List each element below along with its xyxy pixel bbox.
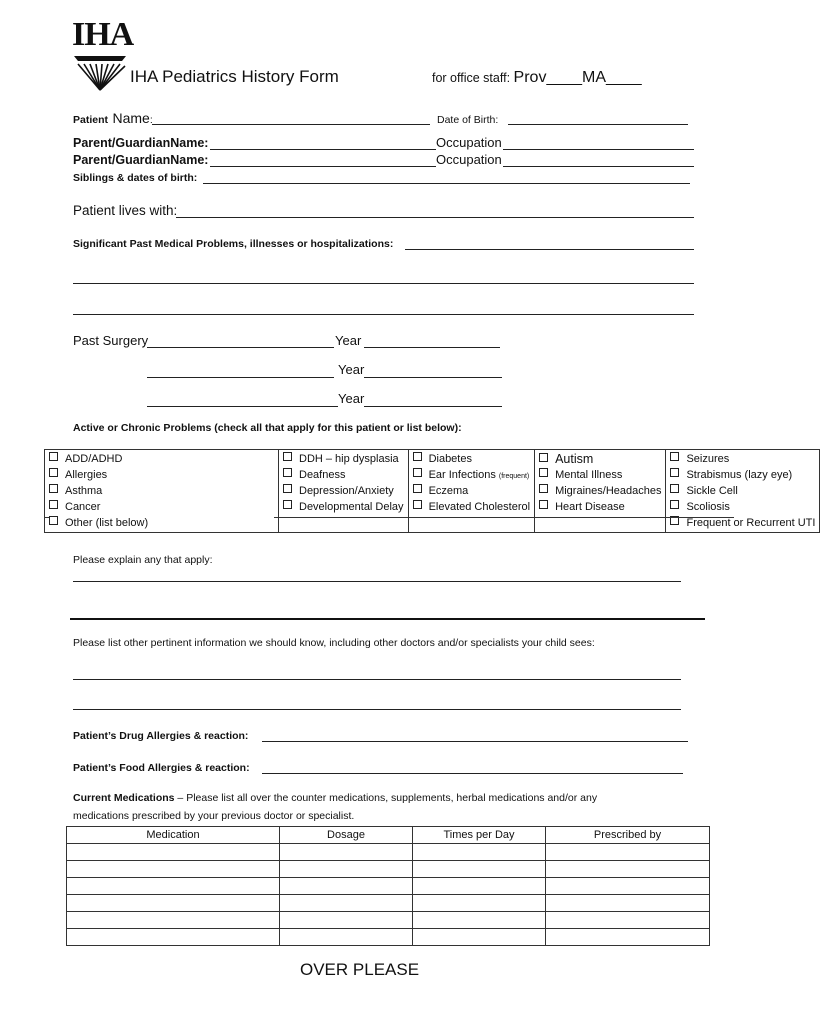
meds-title-bold: Current Medications — [73, 792, 175, 804]
checkbox-icon — [49, 468, 58, 477]
office-staff-label — [432, 69, 642, 87]
col-medication: Medication — [67, 827, 280, 844]
conditions-col-5 — [666, 450, 820, 533]
other-info-line-1[interactable] — [73, 679, 681, 680]
condition-diabetes[interactable]: Diabetes — [413, 451, 531, 467]
sunburst-icon — [70, 52, 130, 92]
past-medical-field[interactable] — [405, 249, 694, 250]
table-row — [67, 844, 710, 861]
checkbox-icon — [283, 500, 292, 509]
office-staff-fields: Prov____MA____ — [513, 69, 642, 86]
condition-add-adhd[interactable]: ADD/ADHD — [49, 451, 274, 467]
checkbox-icon — [670, 500, 679, 509]
checkbox-icon — [539, 500, 548, 509]
patient-name-field[interactable] — [152, 124, 430, 125]
active-problems-label: Active or Chronic Problems (check all that apply for this patient or list below): — [73, 422, 462, 434]
checkbox-icon — [283, 484, 292, 493]
dob-label: Date of Birth: — [437, 114, 499, 126]
siblings-field[interactable] — [203, 183, 690, 184]
checkbox-icon — [539, 484, 548, 493]
conditions-col-4 — [535, 450, 666, 533]
condition-strabismus[interactable]: Strabismus (lazy eye) — [670, 467, 815, 483]
condition-asthma[interactable]: Asthma — [49, 483, 274, 499]
over-please: OVER PLEASE — [300, 960, 420, 979]
surgery-2-year-field[interactable] — [364, 377, 502, 378]
lives-with-field[interactable] — [176, 217, 694, 218]
checkbox-icon — [539, 468, 548, 477]
surgery-3-year-field[interactable] — [364, 406, 502, 407]
drug-allergies-label: Patient’s Drug Allergies & reaction: — [73, 730, 249, 742]
food-allergies-field[interactable] — [262, 773, 683, 774]
checkbox-icon — [49, 500, 58, 509]
condition-cancer[interactable]: Cancer — [49, 499, 274, 515]
patient-name-label — [73, 110, 153, 128]
conditions-table — [44, 449, 820, 533]
col-times-per-day: Times per Day — [413, 827, 546, 844]
surgery-1-field[interactable] — [147, 347, 334, 348]
condition-scoliosis[interactable]: Scoliosis — [670, 499, 815, 515]
condition-depression[interactable]: Depression/Anxiety — [283, 483, 404, 499]
condition-eczema[interactable]: Eczema — [413, 483, 531, 499]
checkbox-icon — [670, 484, 679, 493]
checkbox-icon — [670, 452, 679, 461]
past-medical-label: Significant Past Medical Problems, illnesses or hospitalizations: — [73, 238, 394, 250]
checkbox-icon — [49, 452, 58, 461]
past-medical-line-2[interactable] — [73, 283, 694, 284]
medications-header-row — [67, 827, 710, 844]
checkbox-icon — [413, 468, 422, 477]
conditions-col-1 — [45, 450, 279, 533]
conditions-col-3 — [408, 450, 535, 533]
food-allergies-label: Patient’s Food Allergies & reaction: — [73, 762, 250, 774]
meds-title — [73, 792, 597, 804]
condition-migraines[interactable]: Migraines/Headaches — [539, 483, 661, 499]
checkbox-icon — [539, 453, 548, 462]
explain-label: Please explain any that apply: — [73, 554, 213, 566]
checkbox-icon — [413, 484, 422, 493]
past-surgery-label: Past Surgery — [73, 333, 149, 348]
other-info-label: Please list other pertinent information we should know, including other doctors and/or specialists your child sees: — [73, 637, 595, 649]
surgery-3-year-label: Year — [338, 391, 365, 406]
guardian2-field[interactable] — [210, 166, 436, 167]
table-row — [67, 878, 710, 895]
condition-seizures[interactable]: Seizures — [670, 451, 815, 467]
occupation2-field[interactable] — [503, 166, 694, 167]
surgery-1-year-label: Year — [335, 333, 362, 348]
surgery-2-year-label: Year — [338, 362, 365, 377]
guardian2-label: Parent/GuardianName: — [73, 153, 209, 167]
patient-name-prefix: Patient — [73, 114, 109, 126]
iha-logo — [70, 16, 134, 88]
checkbox-icon — [670, 468, 679, 477]
condition-mental-illness[interactable]: Mental Illness — [539, 467, 661, 483]
explain-thick-line[interactable] — [70, 618, 705, 620]
explain-line-1[interactable] — [73, 581, 681, 582]
frequent-note: (frequent) — [498, 473, 530, 480]
condition-ear-infections[interactable]: Ear Infections (frequent) — [413, 467, 531, 483]
drug-allergies-field[interactable] — [262, 741, 688, 742]
condition-allergies[interactable]: Allergies — [49, 467, 274, 483]
condition-autism[interactable]: Autism — [539, 451, 661, 467]
occupation1-label: Occupation — [436, 135, 502, 150]
occupation2-label: Occupation — [436, 152, 502, 167]
condition-uti[interactable]: Frequent or Recurrent UTI — [670, 515, 815, 531]
surgery-1-year-field[interactable] — [364, 347, 500, 348]
condition-developmental-delay[interactable]: Developmental Delay — [283, 499, 404, 515]
logo-text: IHA — [72, 16, 134, 53]
checkbox-icon — [49, 484, 58, 493]
patient-name-colon: : — [149, 114, 153, 126]
surgery-3-field[interactable] — [147, 406, 338, 407]
condition-ddh[interactable]: DDH – hip dysplasia — [283, 451, 404, 467]
checkbox-icon — [413, 500, 422, 509]
condition-heart-disease[interactable]: Heart Disease — [539, 499, 661, 515]
condition-deafness[interactable]: Deafness — [283, 467, 404, 483]
siblings-label: Siblings & dates of birth: — [73, 172, 198, 184]
table-row — [67, 929, 710, 946]
meds-title-line-2: medications prescribed by your previous doctor or specialist. — [73, 810, 355, 822]
condition-sickle-cell[interactable]: Sickle Cell — [670, 483, 815, 499]
guardian1-label: Parent/GuardianName: — [73, 136, 209, 150]
col-prescribed-by: Prescribed by — [546, 827, 710, 844]
condition-other[interactable]: Other (list below) — [49, 515, 274, 531]
checkbox-icon — [413, 452, 422, 461]
medications-table — [66, 826, 710, 946]
checkbox-icon — [49, 516, 58, 525]
table-row — [67, 861, 710, 878]
patient-name-word: Name — [112, 110, 150, 126]
meds-title-rest: – Please list all over the counter medications, supplements, herbal medications and/or any — [174, 792, 598, 804]
checkbox-icon — [283, 468, 292, 477]
condition-elevated-cholesterol[interactable]: Elevated Cholesterol — [413, 499, 531, 515]
form-title: IHA Pediatrics History Form — [130, 67, 339, 86]
dob-field[interactable] — [508, 124, 688, 125]
col-dosage: Dosage — [280, 827, 413, 844]
past-medical-line-3[interactable] — [73, 314, 694, 315]
other-info-line-2[interactable] — [73, 709, 681, 710]
table-row — [67, 912, 710, 929]
guardian1-field[interactable] — [210, 149, 436, 150]
lives-with-label: Patient lives with: — [73, 203, 178, 218]
office-staff-prefix: for office staff: — [432, 71, 511, 85]
conditions-col-2 — [279, 450, 409, 533]
table-row — [67, 895, 710, 912]
occupation1-field[interactable] — [503, 149, 694, 150]
checkbox-icon — [283, 452, 292, 461]
surgery-2-field[interactable] — [147, 377, 334, 378]
